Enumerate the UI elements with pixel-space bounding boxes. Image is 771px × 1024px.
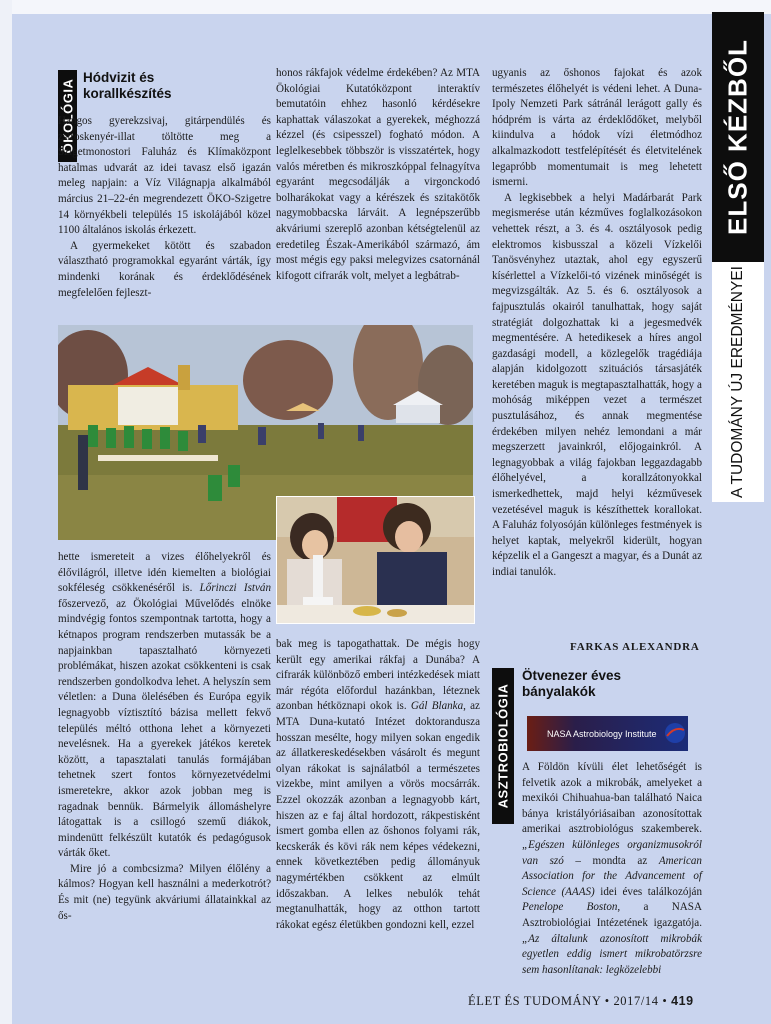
tag-label: ÖKOLÓGIA — [60, 78, 75, 154]
article2-body — [522, 760, 702, 978]
page-number: 419 — [671, 994, 694, 1008]
separator: • — [662, 994, 668, 1008]
paragraph: Hangos gyerekzsivaj, gitárpendülés és zsíroskenyér-illat töltötte meg a Szigetmonostori Faluház és Klímaközpont hatalmas udvarát az idei tavasz első igazán meleg napjain: a Víz Világnapja alkalmából március 21–22-én megrendezett ÖKO-Szigetre 14 környékbeli település 15 iskolájából közel 1100 általános iskolás érkezett. — [58, 115, 271, 237]
person-name: Lőrinczi István — [199, 582, 272, 595]
person-name: Penelope Boston — [522, 901, 618, 914]
organization-name: American Association for the Advancement of Science (AAAS) — [522, 854, 702, 898]
headline-line1: Hódvizit és — [83, 70, 155, 85]
paragraph: ugyanis az őshonos fajokat és azok természetes élőhelyét is védeni lehet. A Duna-Ipoly Nemzeti Park sátránál lerágott gally és hódprém is várta az érdeklődőket, melyből kiindulva a hódok vízi életmódhoz alkalmazkodott testfelépítését és életvitelének legapróbb momentumait is meg lehetett ismerni. — [492, 67, 702, 189]
section-title: ELSŐ KÉZBŐL — [722, 39, 753, 235]
magazine-name: ÉLET ÉS TUDOMÁNY — [468, 994, 601, 1008]
paragraph-text: , az MTA Duna-kutató Intézet doktorandusza hosszan mesélte, hogy milyen sokan engedik az állatkereskedésekben vásárolt és megunt olyan rákokat is sajnálatból a természetes vizekbe, mint amilyen a vörös mocsárrák. Ezzel okozzák azonban a legnagyobb kárt, hiszen az e faj által hordozott, rákpestisként ismert gomba ellen az őshonos folyami rák, kecskerák és kövi rák nem képes védekezni, ennek következtében pedig állományuk nagymértékben csökkent az elmúlt időszakban. A lelkes nebulók tehát megtanulhatták, hogy az otthon tartott rákokat egész életükben gondozni kell, ezzel — [276, 700, 480, 931]
section-rail — [712, 12, 764, 262]
separator: • — [604, 994, 610, 1008]
headline-article1 — [83, 70, 243, 102]
person-name: Gál Blanka — [410, 700, 464, 713]
paragraph: Mire jó a combcsizma? Milyen élőlény a kálmos? Hogyan kell használni a mederkotrót? És mit (ne) tegyünk akváriumi állatainkkal az ős- — [58, 862, 271, 922]
quote: „Az általunk azonosított mikrobák egyetlen eddig ismert mikrobatörzsre sem hasonlítanak: legközelebbi — [522, 932, 702, 976]
paragraph-text: főszervező, az Ökológiai Művelődés elnöke mindvégig fontos szempontnak tartotta, hogy a kétnapos program rendszerben mutassák be a napjainkban tapasztalható környezeti problémákat, hiszen azokat csökkenteni is csak rendszerben gondolkodva lehet. A helyszín sem véletlen: a Duna ölelésében és Európa egyik legnagyobb víztisztító bázisa mellett fekvő település méltó otthona lehet a környezeti nevelésnek. Ha a gyerekek játékos keretek között, a tapasztalati tanulás formájában tehetnek szert fontos környezetvédelmi ismeretekre, akkor azok jobban meg is ragadnak bennük. Bármelyik állomáshelyre látogattak is a csillogó szemű diákok, mindenütt felkészült kutatók és pedagógusok várták őket. — [58, 597, 271, 860]
section-subtitle-rail — [712, 262, 764, 502]
headline-line2: bányalakók — [522, 684, 596, 699]
paragraph-text: hette ismereteit a vizes élőhelyekről és élővilágról, illetve idén kiemelten a biológiai sokféleség csökkenéséről is. — [58, 551, 271, 595]
article1-col1-bottom — [58, 550, 271, 924]
paragraph: honos rákfajok védelme érdekében? Az MTA Ökológiai Kutatóközpont interaktív bemutatóin ehhez hasonló kérdésekre kaphattak válaszokat a gyerekek, méghozzá kézzel (és csipesszel) fogható módon. A leglelkesebbek többször is visszatértek, hogy valós méretben és mikroszkóppal felnagyítva egyaránt megcsodálják a virgonckodó bolharákokat vagy a kérészek és szitakötők nagymobbacska lárváit. A legnépszerűbb akváriumi szereplő azonban kétségtelenül az eredetileg Észak-Amerikából származó, ám most mégis egy paksi melegvizes csatornánál kifogott cifrarák volt, melyet a legbátrab- — [276, 67, 480, 282]
microscope-photo-image — [277, 497, 474, 623]
scan-margin-left — [0, 0, 12, 1024]
headline-line1: Ötvenezer éves — [522, 668, 622, 683]
nasa-banner — [527, 716, 688, 751]
paragraph-text: bak meg is tapogathattak. De mégis hogy került egy amerikai rákfaj a Dunába? A cifrarák különböző emberi intézkedések miatt már régóta előfordul hazánkban, léteznek azonban hétköznapi okok is. — [276, 638, 480, 713]
issue-number: 2017/14 — [613, 994, 659, 1008]
nasa-banner-text: NASA Astrobiology Institute — [547, 729, 657, 739]
scan-margin-top — [0, 0, 771, 14]
paragraph: A legkisebbek a helyi Madárbarát Park megismerése után kézműves foglalkozásokon vehettek részt, a 3. és 4. osztályosok pedig elektromos kisbusszal a közeli Vízkelői Tanösvényhez utaztak, ahol egy egyszerű kísérlettel a Vízkelői-tó vizének minőségét is megvizsgálták. Az 5. és 6. osztályosok a fajpusztulás okairól tanulhattak, hogy saját stratégiát dolgozhattak ki a jegesmedvék megmentésére. A hetedikesek a híres angol gazdasági modell, a közlegelők tragédiája alapján kidolgozott szituációs társasjáték keretében maguk is megtapasztalhatták, hogy a mohóság miképpen vezet a természet pusztulásához, és annak megmentése érdekében milyen nehéz lemondani a már megszerzett javainkról, előjogainkról. A legnagyobbak a világ fajokban leggazdagabb élőhelyével, a korallzátonyokkal ismerkedhettek, majd helyi kézművesek vezetésével maguk is készíthettek korallokat. A Faluház folyosóján különleges festmények is helyet kaptak, melyekről kiderült, hogyan képzelik el a Gangeszt a magyar, és a Dunát az indiai tanulók. — [492, 191, 702, 578]
event-photo-microscope — [276, 496, 475, 624]
headline-article2 — [522, 668, 702, 700]
paragraph-text: , a NASA Asztrobiológiai Intézetének igazgatója. — [522, 901, 702, 929]
quote: „Egészen különleges organizmusokról van szó – — [522, 838, 702, 867]
tag-asztrobiologia — [492, 668, 514, 824]
article1-col3 — [492, 66, 702, 581]
author-signature: FARKAS ALEXANDRA — [570, 641, 700, 653]
nasa-banner-image — [527, 716, 688, 751]
article1-col1-top — [58, 114, 271, 301]
article1-col2-bottom — [276, 637, 480, 933]
article1-col2-top — [276, 66, 480, 284]
tag-label: ASZTROBIOLÓGIA — [495, 683, 511, 809]
paragraph-text: A Földön kívüli élet lehetőségét is felvetik azok a mikrobák, amelyeket a mexikói Chihuahua-ban található Naica bánya kristályóriásaiban azonosítottak amerikai asztrobiológus szakemberek. — [522, 761, 702, 836]
paragraph-text: mondta az — [592, 854, 648, 867]
paragraph: A gyermekeket kötött és szabadon választható programokkal egyaránt várták, így mindenki korának és érdeklődésének megfelelően fejleszt- — [58, 239, 271, 299]
page-footer — [468, 994, 694, 1009]
headline-line2: korallkészítés — [83, 86, 172, 101]
section-subtitle: A TUDOMÁNY ÚJ EREDMÉNYEI — [729, 266, 746, 498]
paragraph-text: idei éves találkozóján — [600, 885, 702, 898]
